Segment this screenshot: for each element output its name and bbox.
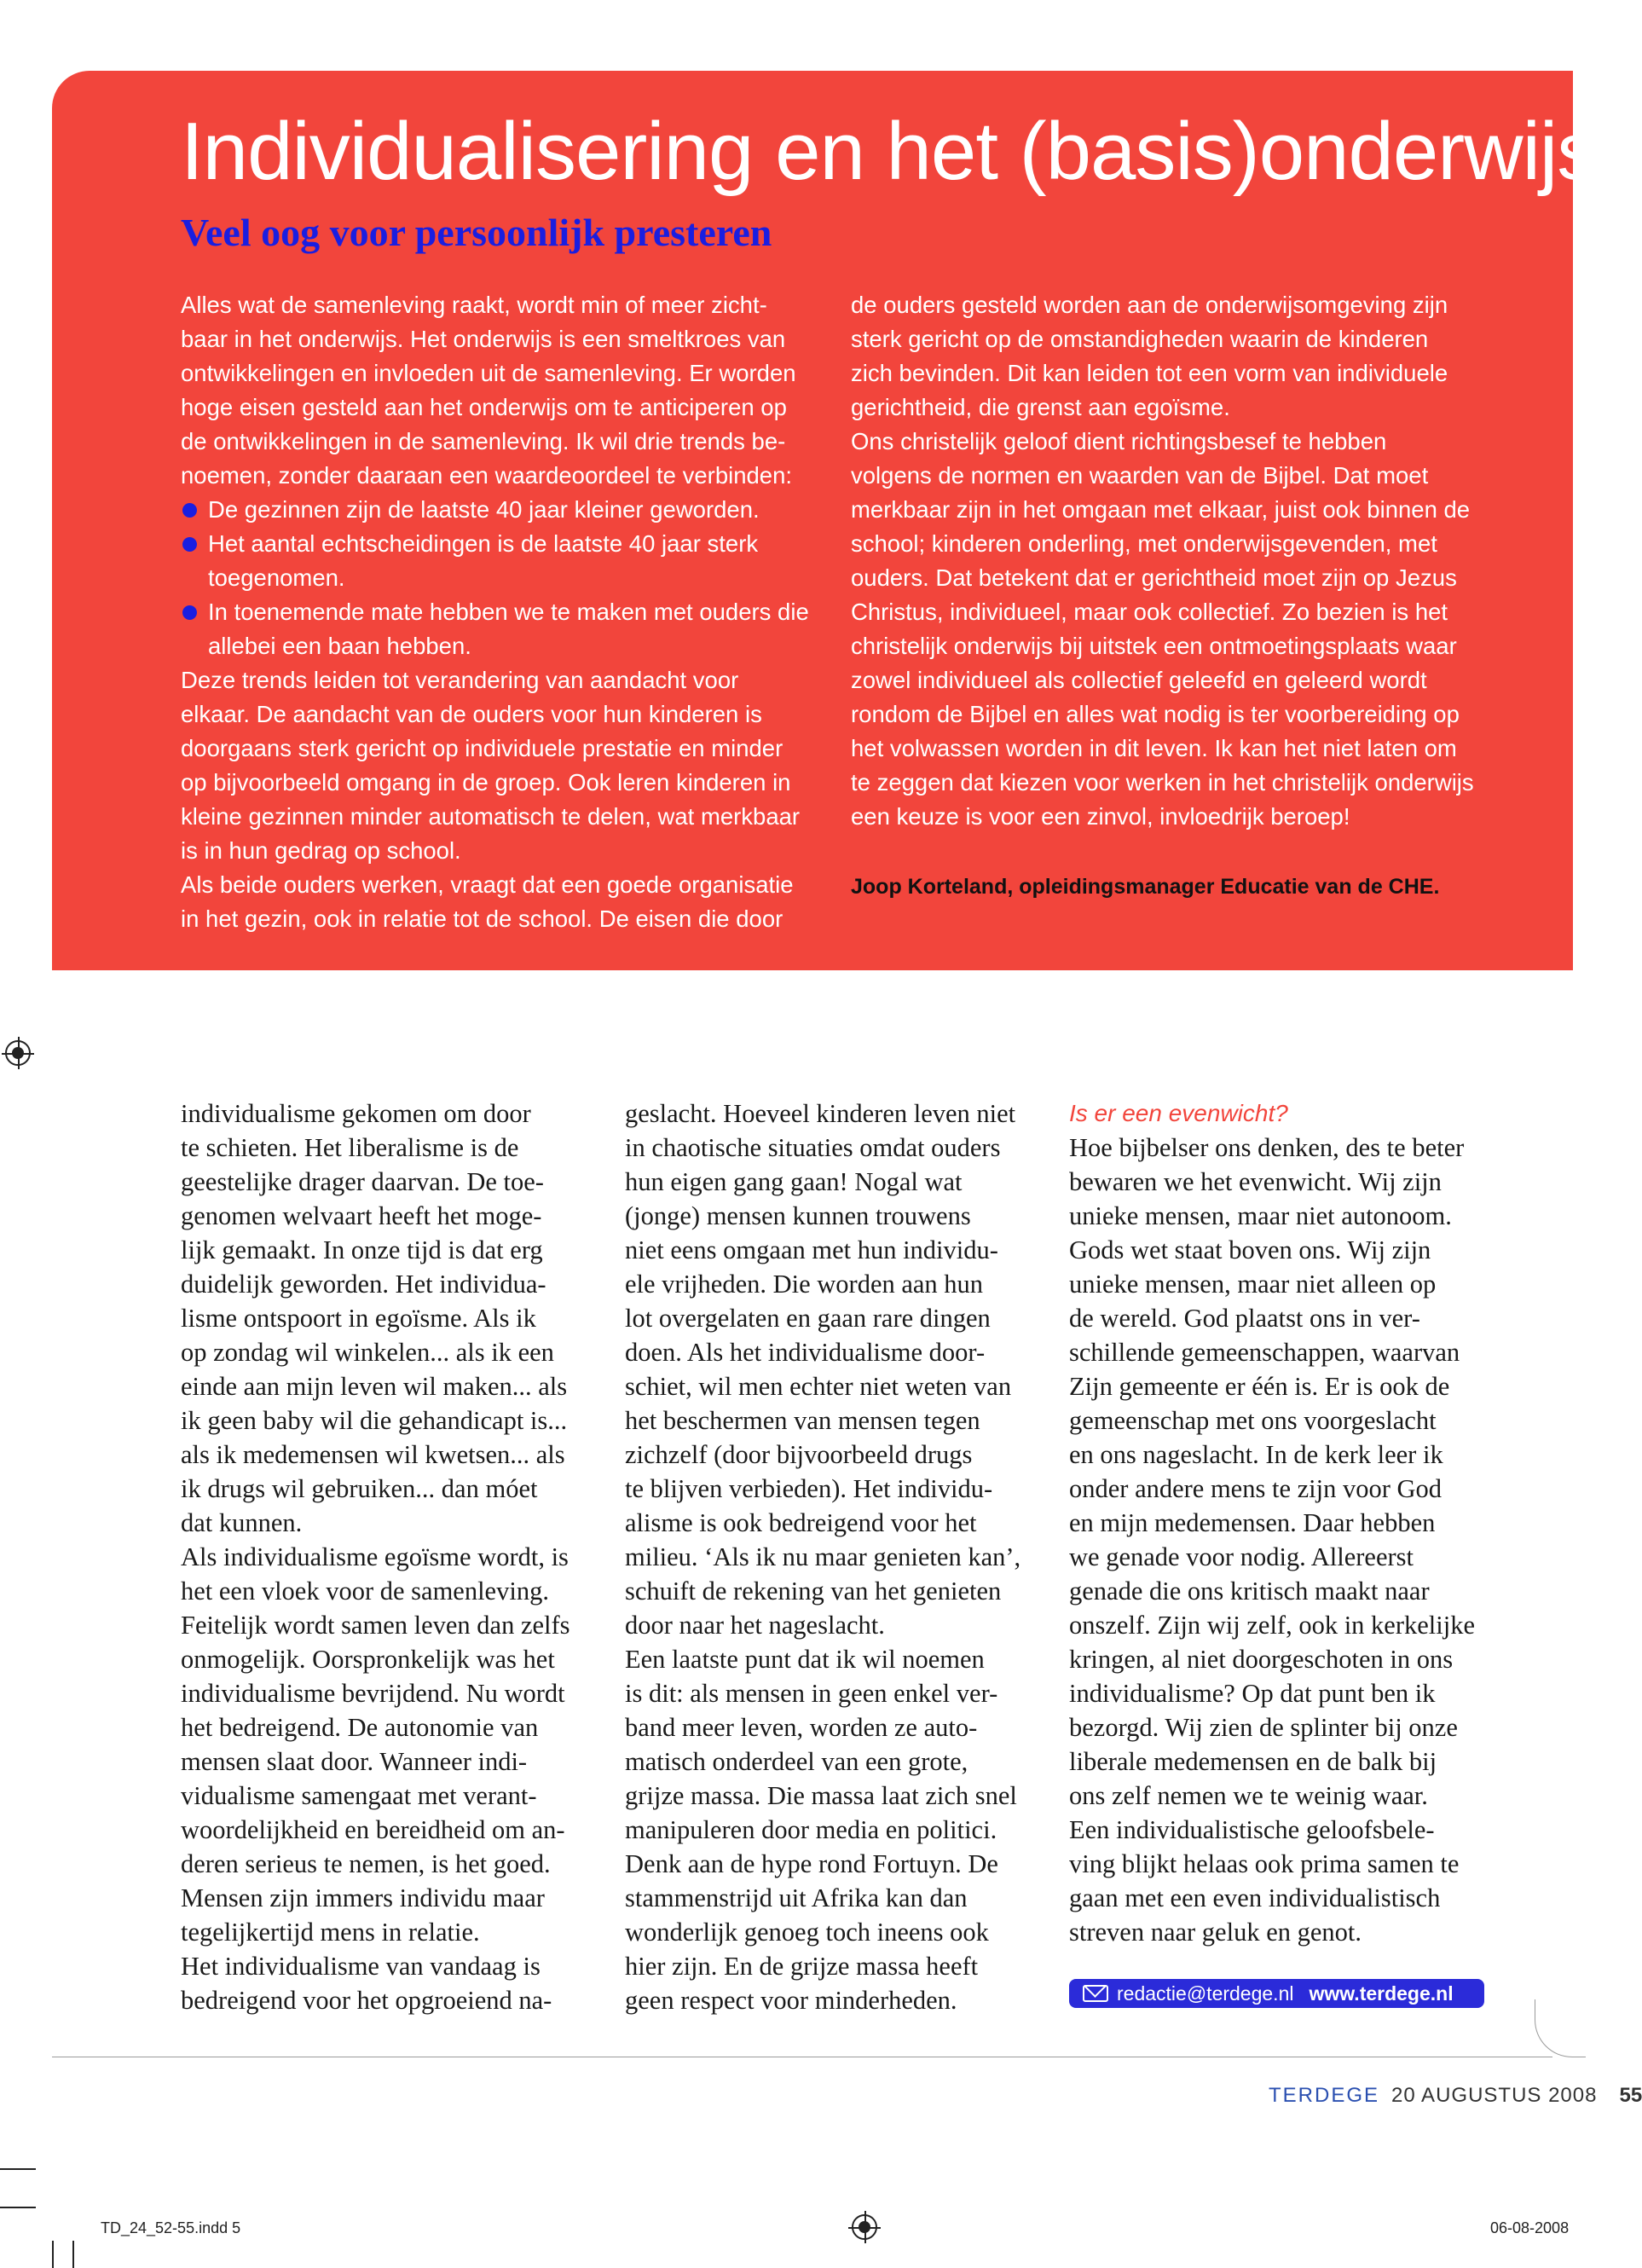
text-line: het bedreigend. De autonomie van xyxy=(181,1713,539,1742)
text-line: Mensen zijn immers individu maar xyxy=(181,1883,545,1912)
text-line: liberale medemensen en de balk bij xyxy=(1069,1747,1437,1776)
text-line: vidualisme samengaat met verant- xyxy=(181,1781,537,1810)
article-column-1 xyxy=(181,1096,598,2017)
feature-column-right xyxy=(851,288,1533,834)
registration-mark-icon xyxy=(5,1040,31,1066)
text-line: zichzelf (door bijvoorbeeld drugs xyxy=(625,1440,973,1469)
crop-mark xyxy=(0,2207,36,2208)
text-line: Het individualisme van vandaag is xyxy=(181,1952,541,1981)
text-line: geslacht. Hoeveel kinderen leven niet xyxy=(625,1099,1016,1128)
text-line: sterk gericht op de omstandigheden waarin de kinderen xyxy=(851,326,1429,352)
text-line: als ik medemensen wil kwetsen... als xyxy=(181,1440,565,1469)
bullet-text: De gezinnen zijn de laatste 40 jaar kleiner geworden. xyxy=(208,496,760,523)
text-line: (jonge) mensen kunnen trouwens xyxy=(625,1201,971,1230)
text-line: Deze trends leiden tot verandering van aandacht voor xyxy=(181,667,739,693)
text-line: Ons christelijk geloof dient richtingsbesef te hebben xyxy=(851,428,1387,454)
text-line: bewaren we het evenwicht. Wij zijn xyxy=(1069,1167,1442,1196)
text-line: en mijn medemensen. Daar hebben xyxy=(1069,1508,1436,1537)
bullet-item xyxy=(181,595,829,629)
email-link[interactable]: redactie@terdege.nl xyxy=(1117,1982,1294,2005)
text-line: niet eens omgaan met hun individu- xyxy=(625,1235,998,1264)
text-line: toegenomen. xyxy=(208,564,345,591)
text-line: de wereld. God plaatst ons in ver- xyxy=(1069,1304,1420,1333)
bullet-item xyxy=(181,493,829,527)
text-line: een keuze is voor een zinvol, invloedrijk beroep! xyxy=(851,803,1350,830)
text-line: dat kunnen. xyxy=(181,1508,303,1537)
text-line: is in hun gedrag op school. xyxy=(181,837,461,864)
slug-date: 06-08-2008 xyxy=(1490,2219,1570,2236)
article-column-3 xyxy=(1069,1096,1512,1949)
text-line: lisme ontspoort in egoïsme. Als ik xyxy=(181,1304,536,1333)
text-line: Een individualistische geloofsbele- xyxy=(1069,1815,1435,1844)
text-line: op zondag wil winkelen... als ik een xyxy=(181,1338,554,1367)
bullet-dot-icon xyxy=(182,503,197,518)
text-line: bezorgd. Wij zien de splinter bij onze xyxy=(1069,1713,1458,1742)
text-line: zowel individueel als collectief geleefd en geleerd wordt xyxy=(851,667,1427,693)
text-line: ele vrijheden. Die worden aan hun xyxy=(625,1270,984,1299)
text-line: bedreigend voor het opgroeiend na- xyxy=(181,1986,552,2015)
footer-rule-corner xyxy=(1535,1999,1586,2057)
text-line: Hoe bijbelser ons denken, des te beter xyxy=(1069,1133,1465,1162)
text-line: christelijk onderwijs bij uitstek een ontmoetingsplaats waar xyxy=(851,633,1457,659)
registration-mark-icon xyxy=(852,2214,877,2240)
text-line: merkbaar zijn in het omgaan met elkaar, juist ook binnen de xyxy=(851,496,1471,523)
text-line: unieke mensen, maar niet alleen op xyxy=(1069,1270,1437,1299)
text-line: doorgaans sterk gericht op individuele prestatie en minder xyxy=(181,735,783,761)
feature-subtitle: Veel oog voor persoonlijk presteren xyxy=(181,211,772,254)
article-column-3-body xyxy=(1069,1131,1512,1949)
website-link[interactable]: www.terdege.nl xyxy=(1309,1982,1454,2005)
text-line: te schieten. Het liberalisme is de xyxy=(181,1133,519,1162)
text-line: hoge eisen gesteld aan het onderwijs om te anticiperen op xyxy=(181,394,787,420)
contact-bar xyxy=(1069,1979,1484,2008)
footer-date: 20 AUGUSTUS 2008 xyxy=(1391,2084,1598,2107)
text-line: Als individualisme egoïsme wordt, is xyxy=(181,1542,569,1571)
crop-mark xyxy=(52,2241,54,2268)
footer-magazine-name: TERDEGE xyxy=(1269,2084,1380,2107)
bullet-dot-icon xyxy=(182,605,197,620)
text-line: school; kinderen onderling, met onderwijsgevenden, met xyxy=(851,530,1437,557)
text-line: onder andere mens te zijn voor God xyxy=(1069,1474,1443,1503)
text-line: matisch onderdeel van een grote, xyxy=(625,1747,968,1776)
feature-signature: Joop Korteland, opleidingsmanager Educatie van de CHE. xyxy=(851,875,1440,899)
text-line: Als beide ouders werken, vraagt dat een goede organisatie xyxy=(181,871,794,898)
text-line: gerichtheid, die grenst aan egoïsme. xyxy=(851,394,1230,420)
text-line: hun eigen gang gaan! Nogal wat xyxy=(625,1167,963,1196)
text-line: ving blijkt helaas ook prima samen te xyxy=(1069,1849,1460,1878)
text-line: deren serieus te nemen, is het goed. xyxy=(181,1849,551,1878)
text-line: allebei een baan hebben. xyxy=(208,633,471,659)
text-line: zich bevinden. Dit kan leiden tot een vorm van individuele xyxy=(851,360,1448,386)
text-line: manipuleren door media en politici. xyxy=(625,1815,997,1844)
text-line: Een laatste punt dat ik wil noemen xyxy=(625,1645,985,1674)
text-line: gemeenschap met ons voorgeslacht xyxy=(1069,1406,1437,1435)
text-line: milieu. ‘Als ik nu maar genieten kan’, xyxy=(625,1542,1021,1571)
text-line: schuift de rekening van het genieten xyxy=(625,1577,1002,1606)
text-line: onmogelijk. Oorspronkelijk was het xyxy=(181,1645,555,1674)
text-line: en ons nageslacht. In de kerk leer ik xyxy=(1069,1440,1443,1469)
text-line: geestelijke drager daarvan. De toe- xyxy=(181,1167,544,1196)
text-line: wonderlijk genoeg toch ineens ook xyxy=(625,1918,989,1947)
text-line: onszelf. Zijn wij zelf, ook in kerkelijke xyxy=(1069,1611,1475,1640)
text-line: te blijven verbieden). Het individu- xyxy=(625,1474,993,1503)
text-line: lot overgelaten en gaan rare dingen xyxy=(625,1304,991,1333)
text-line: is dit: als mensen in geen enkel ver- xyxy=(625,1679,998,1708)
text-line: grijze massa. Die massa laat zich snel xyxy=(625,1781,1017,1810)
text-line: stammenstrijd uit Afrika kan dan xyxy=(625,1883,968,1912)
text-line: hier zijn. En de grijze massa heeft xyxy=(625,1952,979,1981)
text-line: unieke mensen, maar niet autonoom. xyxy=(1069,1201,1452,1230)
crop-mark xyxy=(72,2241,74,2268)
text-line: we genade voor nodig. Allereerst xyxy=(1069,1542,1414,1571)
text-line: te zeggen dat kiezen voor werken in het christelijk onderwijs xyxy=(851,769,1474,796)
text-line: in het gezin, ook in relatie tot de school. De eisen die door xyxy=(181,905,783,932)
text-line: ik geen baby wil die gehandicapt is... xyxy=(181,1406,568,1435)
slug-filename: TD_24_52-55.indd 5 xyxy=(101,2219,241,2236)
text-line: het volwassen worden in dit leven. Ik kan het niet laten om xyxy=(851,735,1457,761)
text-line: Denk aan de hype rond Fortuyn. De xyxy=(625,1849,998,1878)
feature-title: Individualisering en het (basis)onderwijs xyxy=(181,106,1598,197)
mail-icon xyxy=(1083,1985,1108,2002)
text-line: individualisme gekomen om door xyxy=(181,1099,531,1128)
text-line: genade die ons kritisch maakt naar xyxy=(1069,1577,1430,1606)
text-line: rondom de Bijbel en alles wat nodig is ter voorbereiding op xyxy=(851,701,1460,727)
text-line: door naar het nageslacht. xyxy=(625,1611,885,1640)
bullet-item xyxy=(181,527,829,561)
text-line: alisme is ook bedreigend voor het xyxy=(625,1508,977,1537)
text-line: tegelijkertijd mens in relatie. xyxy=(181,1918,480,1947)
text-line: op bijvoorbeeld omgang in de groep. Ook leren kinderen in xyxy=(181,769,791,796)
text-line: ons zelf nemen we te weinig waar. xyxy=(1069,1781,1428,1810)
text-line: ouders. Dat betekent dat er gerichtheid moet zijn op Jezus xyxy=(851,564,1457,591)
text-line: noemen, zonder daaraan een waardeoordeel te verbinden: xyxy=(181,462,793,489)
page-footer xyxy=(1269,2079,1642,2113)
text-line: kringen, al niet doorgeschoten in ons xyxy=(1069,1645,1454,1674)
text-line: einde aan mijn leven wil maken... als xyxy=(181,1372,568,1401)
text-line: doen. Als het individualisme door- xyxy=(625,1338,986,1367)
text-line: ontwikkelingen en invloeden uit de samenleving. Er worden xyxy=(181,360,796,386)
text-line: lijk gemaakt. In onze tijd is dat erg xyxy=(181,1235,543,1264)
text-line: schiet, wil men echter niet weten van xyxy=(625,1372,1012,1401)
text-line: de ouders gesteld worden aan de onderwijsomgeving zijn xyxy=(851,292,1448,318)
text-line: mensen slaat door. Wanneer indi- xyxy=(181,1747,528,1776)
text-line: kleine gezinnen minder automatisch te delen, wat merkbaar xyxy=(181,803,801,830)
text-line: Christus, individueel, maar ook collectief. Zo bezien is het xyxy=(851,599,1448,625)
text-line: gaan met een even individualistisch xyxy=(1069,1883,1441,1912)
text-line: Feitelijk wordt samen leven dan zelfs xyxy=(181,1611,570,1640)
text-line: Zijn gemeente er één is. Er is ook de xyxy=(1069,1372,1450,1401)
text-line: het een vloek voor de samenleving. xyxy=(181,1577,549,1606)
text-line: streven naar geluk en genot. xyxy=(1069,1918,1362,1947)
text-line: volgens de normen en waarden van de Bijbel. Dat moet xyxy=(851,462,1429,489)
text-line: de ontwikkelingen in de samenleving. Ik wil drie trends be- xyxy=(181,428,786,454)
text-line: duidelijk geworden. Het individua- xyxy=(181,1270,546,1299)
text-line: woordelijkheid en bereidheid om an- xyxy=(181,1815,565,1844)
text-line: het beschermen van mensen tegen xyxy=(625,1406,980,1435)
text-line: band meer leven, worden ze auto- xyxy=(625,1713,978,1742)
text-line: baar in het onderwijs. Het onderwijs is een smeltkroes van xyxy=(181,326,786,352)
bullet-text: In toenemende mate hebben we te maken met ouders die xyxy=(208,599,809,625)
page-number: 55 xyxy=(1619,2084,1642,2107)
section-heading: Is er een evenwicht? xyxy=(1069,1100,1288,1126)
bullet-text: Het aantal echtscheidingen is de laatste 40 jaar sterk xyxy=(208,530,759,557)
text-line: individualisme bevrijdend. Nu wordt xyxy=(181,1679,565,1708)
text-line: ik drugs wil gebruiken... dan móet xyxy=(181,1474,538,1503)
text-line: individualisme? Op dat punt ben ik xyxy=(1069,1679,1436,1708)
text-line: elkaar. De aandacht van de ouders voor hun kinderen is xyxy=(181,701,762,727)
article-column-2 xyxy=(625,1096,1043,2017)
text-line: schillende gemeenschappen, waarvan xyxy=(1069,1338,1460,1367)
feature-column-left xyxy=(181,288,829,936)
text-line: geen respect voor minderheden. xyxy=(625,1986,957,2015)
text-line: Gods wet staat boven ons. Wij zijn xyxy=(1069,1235,1431,1264)
text-line: genomen welvaart heeft het moge- xyxy=(181,1201,542,1230)
crop-mark xyxy=(0,2168,36,2170)
bullet-dot-icon xyxy=(182,537,197,552)
text-line: Alles wat de samenleving raakt, wordt min of meer zicht- xyxy=(181,292,767,318)
text-line: in chaotische situaties omdat ouders xyxy=(625,1133,1001,1162)
